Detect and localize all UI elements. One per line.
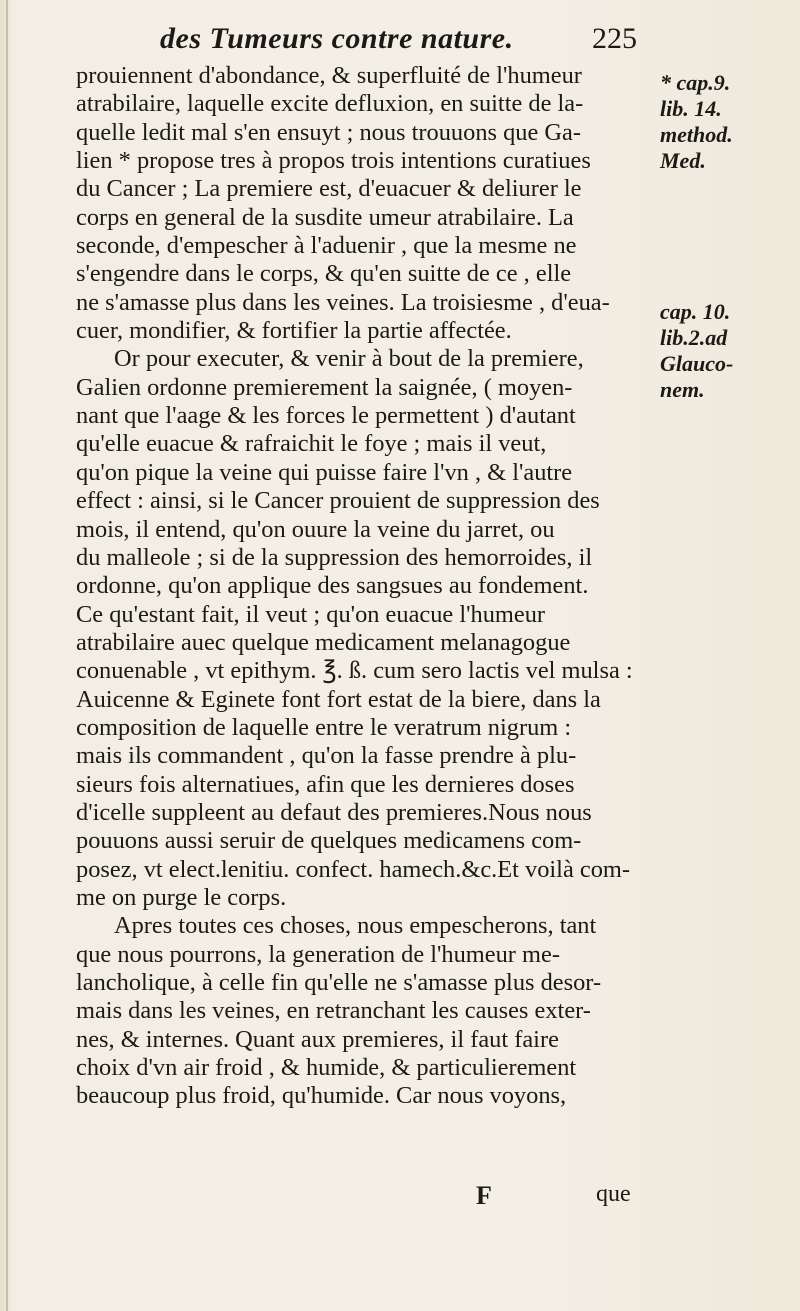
text-line: qu'elle euacue & rafraichit le foye ; mais il veut, <box>76 430 547 458</box>
text-line: choix d'vn air froid , & humide, & particulierement <box>76 1054 577 1082</box>
margin-note: Med. <box>660 148 706 173</box>
text-line: pouuons aussi seruir de quelques medicamens com- <box>76 827 582 855</box>
text-line: composition de laquelle entre le veratrum nigrum : <box>76 713 572 741</box>
text-line: atrabilaire auec quelque medicament melanagogue <box>76 628 571 656</box>
text-line: s'engendre dans le corps, & qu'en suitte de ce , elle <box>76 260 572 288</box>
text-line: Or pour executer, & venir à bout de la premiere, <box>114 345 584 373</box>
text-line: corps en general de la susdite umeur atrabilaire. La <box>76 203 574 231</box>
text-line: lancholique, à celle fin qu'elle ne s'amasse plus desor- <box>76 969 602 996</box>
text-line: du Cancer ; La premiere est, d'euacuer & deliurer le <box>76 175 582 203</box>
text-line: effect : ainsi, si le Cancer prouient de suppression des <box>76 487 600 515</box>
text-line: mois, il entend, qu'on ouure la veine du jarret, ou <box>76 515 555 543</box>
body-text <box>76 62 656 1111</box>
margin-note: cap. 10. <box>660 299 731 324</box>
paragraph-3 <box>76 912 656 1110</box>
paragraph-2 <box>76 345 656 912</box>
text-line: d'icelle suppleent au defaut des premieres.Nous nous <box>76 798 592 826</box>
text-line: Galien ordonne premierement la saignée, ( moyen- <box>76 373 573 401</box>
text-line: sieurs fois alternatiues, afin que les dernieres doses <box>76 770 575 798</box>
margin-notes <box>660 70 792 403</box>
margin-note: Glauco- <box>660 351 734 376</box>
margin-note: lib. 14. <box>660 96 722 121</box>
text-line: Apres toutes ces choses, nous empescherons, tant <box>114 912 597 940</box>
text-line: seconde, d'empescher à l'aduenir , que la mesme ne <box>76 232 577 260</box>
text-line: nant que l'aage & les forces le permettent ) d'autant <box>76 402 576 430</box>
page-footer <box>76 1175 656 1215</box>
text-line: conuenable , vt epithym. ℥. ß. cum sero lactis vel mulsa : <box>76 657 633 685</box>
text-line: mais ils commandent , qu'on la fasse prendre à plu- <box>76 742 577 770</box>
text-line: ne s'amasse plus dans les veines. La troisiesme , d'eua- <box>76 288 610 316</box>
text-line: atrabilaire, laquelle excite defluxion, en suitte de la- <box>76 90 584 118</box>
margin-note: nem. <box>660 377 705 402</box>
margin-spacer <box>660 174 792 299</box>
text-line: que nous pourrons, la generation de l'humeur me- <box>76 940 560 968</box>
page-header <box>160 22 660 62</box>
text-line: Ce qu'estant fait, il veut ; qu'on euacue l'humeur <box>76 600 546 628</box>
margin-note: * cap.9. <box>660 70 731 95</box>
signature-mark: F <box>476 1181 492 1210</box>
text-line: me on purge le corps. <box>76 883 287 911</box>
text-line: qu'on pique la veine qui puisse faire l'vn , & l'autre <box>76 458 573 486</box>
text-line: beaucoup plus froid, qu'humide. Car nous voyons, <box>76 1082 567 1110</box>
text-line: prouiennent d'abondance, & superfluité de l'humeur <box>76 62 582 89</box>
text-line: Auicenne & Eginete font fort estat de la biere, dans la <box>76 685 601 713</box>
text-line: du malleole ; si de la suppression des hemorroides, il <box>76 543 593 571</box>
text-line: lien * propose tres à propos trois intentions curatiues <box>76 147 591 175</box>
text-line: mais dans les veines, en retranchant les causes exter- <box>76 997 591 1025</box>
page-number: 225 <box>592 22 637 55</box>
margin-note: method. <box>660 122 733 147</box>
text-line: cuer, mondifier, & fortifier la partie affectée. <box>76 317 512 345</box>
text-line: posez, vt elect.lenitiu. confect. hamech.&c.Et voilà com- <box>76 855 630 883</box>
binding-gutter <box>6 0 8 1311</box>
text-line: quelle ledit mal s'en ensuyt ; nous trouuons que Ga- <box>76 118 581 146</box>
paragraph-1 <box>76 62 656 345</box>
text-line: ordonne, qu'on applique des sangsues au fondement. <box>76 572 589 600</box>
catchword: que <box>596 1181 631 1207</box>
text-line: nes, & internes. Quant aux premieres, il faut faire <box>76 1025 559 1053</box>
margin-note: lib.2.ad <box>660 325 728 350</box>
running-title: des Tumeurs contre nature. <box>160 22 514 55</box>
